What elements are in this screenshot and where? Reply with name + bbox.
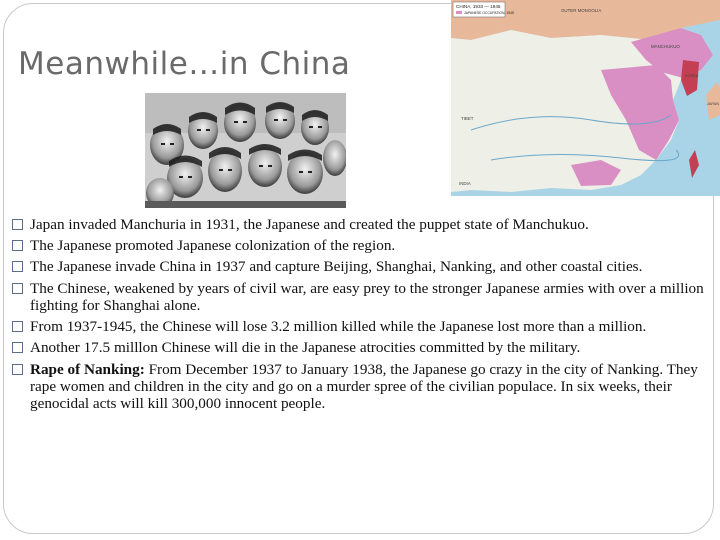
bullet-bold-lead: Rape of Nanking: (30, 360, 145, 378)
bullet-item (12, 258, 707, 275)
checkbox-bullet-icon (12, 283, 23, 294)
historical-photo (145, 93, 346, 208)
map-label-india: INDIA (459, 181, 471, 186)
bullet-text: From December 1937 to January 1938, the Japanese go crazy in the city of Nanking. They rape women and children in the city and go on a murder spree of the civilian populace. In six weeks, their genocidal acts will kill 300,000 innocent people. (30, 360, 698, 413)
bullet-text: The Chinese, weakened by years of civil war, are easy prey to the stronger Japanese armies with over a million fighting for Shanghai alone. (30, 279, 704, 315)
bullet-text: The Japanese invade China in 1937 and capture Beijing, Shanghai, Nanking, and other coastal cities. (30, 258, 643, 276)
bullet-item (12, 216, 707, 233)
map-label-japan: JAPAN (707, 102, 719, 106)
bullet-item (12, 318, 707, 335)
bullet-text: The Japanese promoted Japanese colonization of the region. (30, 237, 396, 255)
bullet-text: Another 17.5 milllon Chinese will die in the Japanese atrocities committed by the military. (30, 339, 581, 357)
bullet-text: Japan invaded Manchuria in 1931, the Japanese and created the puppet state of Manchukuo. (30, 216, 589, 233)
bullet-item (12, 361, 707, 413)
china-map (451, 0, 720, 196)
checkbox-bullet-icon (12, 261, 23, 272)
checkbox-bullet-icon (12, 364, 23, 375)
bullet-text: From 1937-1945, the Chinese will lose 3.2 million killed while the Japanese lost more than a million. (30, 318, 647, 336)
bullet-item (12, 237, 707, 254)
checkbox-bullet-icon (12, 219, 23, 230)
checkbox-bullet-icon (12, 240, 23, 251)
slide-title: Meanwhile…in China (18, 46, 351, 82)
map-label-mongolia: OUTER MONGOLIA (561, 8, 602, 13)
map-legend: JAPANESE OCCUPATION, 1945 (464, 11, 514, 15)
bullet-list (12, 216, 707, 417)
checkbox-bullet-icon (12, 342, 23, 353)
map-title: CHINA, 1933 — 1945 (456, 4, 501, 9)
map-label-manchukuo: MANCHUKUO (651, 44, 680, 49)
checkbox-bullet-icon (12, 321, 23, 332)
bullet-item (12, 339, 707, 356)
bullet-item (12, 280, 707, 315)
map-label-korea: KOREA (685, 74, 699, 78)
map-label-tibet: TIBET (461, 116, 474, 121)
